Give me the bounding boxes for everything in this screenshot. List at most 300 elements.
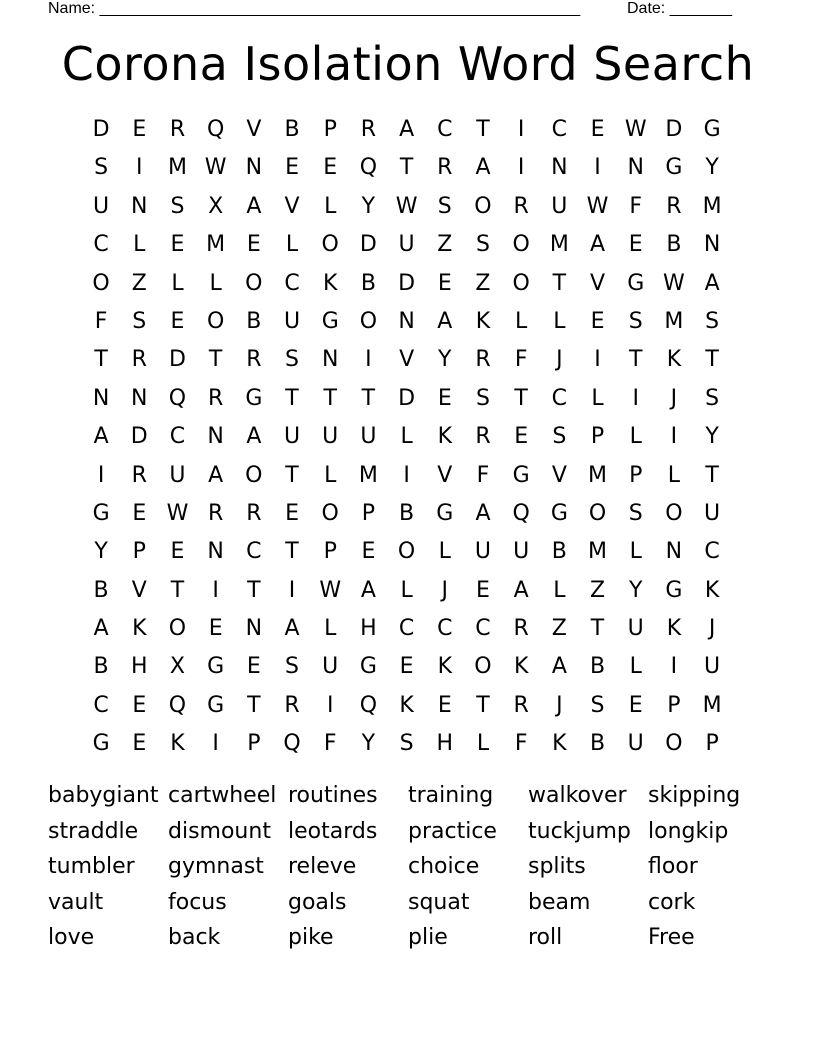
grid-letter: E bbox=[437, 385, 452, 411]
grid-letter: I bbox=[97, 462, 105, 488]
grid-letter: S bbox=[628, 500, 643, 526]
grid-letter: N bbox=[551, 155, 568, 181]
grid-letter: A bbox=[704, 270, 720, 296]
grid-letter: P bbox=[629, 462, 643, 488]
word-list-item: releve bbox=[288, 854, 357, 879]
grid-letter: V bbox=[551, 462, 567, 488]
grid-letter: O bbox=[206, 308, 225, 334]
word-list-item: skipping bbox=[648, 783, 741, 808]
grid-letter: G bbox=[665, 577, 683, 603]
grid-letter: A bbox=[399, 117, 415, 142]
grid-letter: M bbox=[167, 155, 187, 181]
grid-letter: W bbox=[166, 500, 189, 526]
grid-letter: G bbox=[550, 500, 568, 526]
grid-letter: U bbox=[360, 424, 377, 450]
word-list-item: babygiant bbox=[48, 783, 159, 808]
grid-letter: C bbox=[551, 117, 568, 142]
grid-letter: F bbox=[476, 462, 490, 488]
grid-letter: N bbox=[207, 539, 224, 565]
grid-letter: L bbox=[171, 270, 184, 296]
grid-letter: X bbox=[169, 654, 185, 680]
grid-letter: Q bbox=[206, 117, 225, 142]
grid-letter: K bbox=[666, 616, 682, 642]
grid-letter: W bbox=[319, 577, 342, 603]
grid-letter: G bbox=[92, 500, 110, 526]
grid-letter: K bbox=[170, 731, 185, 757]
grid-letter: Y bbox=[361, 193, 376, 219]
grid-letter: V bbox=[399, 347, 415, 373]
grid-letter: K bbox=[437, 654, 452, 680]
grid-letter: L bbox=[400, 577, 413, 603]
grid-letter: A bbox=[93, 616, 109, 642]
name-field-line: Name: ______________________________________________________ bbox=[48, 0, 581, 17]
grid-letter: U bbox=[474, 539, 492, 565]
grid-letter: R bbox=[360, 117, 377, 142]
grid-letter: F bbox=[323, 731, 337, 757]
grid-letter: T bbox=[476, 117, 490, 142]
grid-letter: R bbox=[131, 462, 147, 488]
grid-letter: J bbox=[708, 616, 716, 642]
grid-letter: L bbox=[133, 232, 146, 258]
grid-letter: A bbox=[475, 500, 491, 526]
grid-letter: V bbox=[590, 270, 606, 296]
word-list-item: gymnast bbox=[168, 854, 264, 879]
grid-letter: R bbox=[131, 347, 147, 373]
grid-letter: T bbox=[361, 385, 376, 411]
grid-letter: L bbox=[324, 616, 337, 642]
grid-letter: L bbox=[400, 424, 413, 450]
word-list-item: cork bbox=[648, 889, 696, 915]
grid-letter: C bbox=[551, 385, 568, 411]
word-list-item: leotards bbox=[288, 818, 378, 844]
grid-letter: Q bbox=[359, 692, 378, 718]
grid-letter: D bbox=[398, 385, 416, 411]
grid-letter: M bbox=[588, 539, 608, 565]
grid-letter: N bbox=[207, 424, 224, 450]
grid-letter: J bbox=[556, 692, 563, 718]
grid-letter: E bbox=[437, 270, 452, 296]
grid-letter: Z bbox=[131, 270, 147, 296]
grid-letter: C bbox=[284, 270, 300, 296]
grid-letter: P bbox=[323, 117, 337, 142]
grid-letter: T bbox=[628, 347, 643, 373]
word-list-item: splits bbox=[528, 854, 586, 879]
grid-letter: T bbox=[208, 347, 223, 373]
grid-letter: P bbox=[361, 500, 376, 526]
grid-letter: R bbox=[246, 347, 262, 373]
word-list bbox=[48, 778, 768, 956]
word-list-item: roll bbox=[528, 925, 563, 950]
word-list-item: vault bbox=[48, 889, 104, 915]
word-list-item: floor bbox=[648, 854, 698, 879]
word-list-item: goals bbox=[288, 889, 347, 915]
grid-letter: Z bbox=[589, 577, 606, 603]
grid-letter: E bbox=[132, 117, 147, 142]
grid-letter: Z bbox=[551, 616, 567, 642]
grid-letter: A bbox=[475, 155, 491, 181]
grid-letter: P bbox=[667, 692, 681, 718]
grid-letter: A bbox=[360, 577, 376, 603]
grid-letter: L bbox=[209, 270, 222, 296]
grid-letter: Q bbox=[512, 500, 530, 526]
grid-letter: F bbox=[94, 308, 108, 334]
grid-letter: I bbox=[594, 155, 601, 181]
grid-letter: S bbox=[170, 193, 185, 219]
grid-letter: B bbox=[93, 654, 109, 680]
word-list-item: cartwheel bbox=[168, 783, 277, 808]
grid-letter: A bbox=[208, 462, 224, 488]
grid-letter: P bbox=[590, 424, 605, 450]
grid-letter: R bbox=[475, 424, 491, 450]
grid-letter: C bbox=[704, 539, 720, 565]
grid-letter: B bbox=[93, 577, 109, 603]
grid-letter: L bbox=[515, 308, 528, 334]
grid-letter: E bbox=[361, 539, 376, 565]
grid-letter: I bbox=[670, 424, 678, 450]
grid-letter: E bbox=[514, 424, 529, 450]
grid-letter: L bbox=[667, 462, 681, 488]
grid-letter: B bbox=[589, 654, 606, 680]
grid-letter: K bbox=[132, 616, 147, 642]
grid-letter: G bbox=[321, 308, 339, 334]
grid-letter: O bbox=[474, 654, 492, 680]
grid-letter: P bbox=[132, 539, 146, 565]
grid-letter: U bbox=[283, 424, 301, 450]
grid-letter: L bbox=[629, 539, 642, 565]
grid-letter: I bbox=[517, 117, 525, 142]
grid-letter: T bbox=[323, 385, 337, 411]
grid-letter: S bbox=[705, 308, 720, 334]
grid-letter: F bbox=[514, 347, 528, 373]
grid-letter: E bbox=[437, 692, 452, 718]
grid-letter: T bbox=[705, 462, 719, 488]
grid-letter: T bbox=[285, 462, 299, 488]
grid-letter: T bbox=[399, 155, 414, 181]
grid-letter: U bbox=[627, 731, 644, 757]
grid-letter: G bbox=[207, 654, 225, 680]
grid-letter: J bbox=[441, 577, 449, 603]
grid-letter: U bbox=[513, 539, 530, 565]
grid-letter: Y bbox=[628, 577, 643, 603]
grid-letter: D bbox=[359, 232, 377, 258]
grid-letter: O bbox=[397, 539, 416, 565]
word-list-item: squat bbox=[408, 889, 470, 915]
grid-letter: I bbox=[136, 155, 143, 181]
grid-letter: E bbox=[628, 232, 643, 258]
grid-letter: E bbox=[399, 654, 414, 680]
grid-letter: G bbox=[245, 385, 263, 411]
grid-letter: S bbox=[285, 347, 300, 373]
grid-letter: E bbox=[246, 654, 261, 680]
grid-letter: L bbox=[438, 539, 451, 565]
grid-letter: B bbox=[589, 731, 606, 757]
grid-letter: K bbox=[666, 347, 682, 373]
grid-letter: F bbox=[514, 731, 528, 757]
word-list-item: back bbox=[168, 925, 221, 950]
grid-letter: W bbox=[395, 193, 418, 219]
grid-letter: S bbox=[705, 385, 720, 411]
grid-letter: I bbox=[594, 347, 601, 373]
grid-letter: G bbox=[665, 155, 683, 181]
grid-letter: P bbox=[323, 539, 337, 565]
grid-letter: C bbox=[246, 539, 262, 565]
grid-letter: E bbox=[590, 308, 605, 334]
grid-letter: T bbox=[247, 692, 261, 718]
grid-letter: I bbox=[365, 347, 372, 373]
grid-letter: B bbox=[666, 232, 682, 258]
grid-letter: U bbox=[93, 193, 110, 219]
grid-letter: K bbox=[704, 577, 720, 603]
grid-letter: I bbox=[403, 462, 410, 488]
grid-letter: E bbox=[132, 500, 147, 526]
grid-letter: G bbox=[436, 500, 454, 526]
grid-letter: O bbox=[588, 500, 607, 526]
grid-letter: I bbox=[517, 155, 525, 181]
grid-letter: P bbox=[247, 731, 261, 757]
grid-letter: U bbox=[398, 232, 415, 258]
grid-letter: S bbox=[628, 308, 643, 334]
grid-letter: M bbox=[358, 462, 378, 488]
grid-letter: O bbox=[512, 270, 530, 296]
grid-letter: I bbox=[212, 731, 219, 757]
grid-letter: M bbox=[702, 193, 722, 219]
grid-letter: O bbox=[168, 616, 187, 642]
grid-letter: U bbox=[283, 308, 301, 334]
grid-letter: E bbox=[285, 155, 299, 181]
grid-letter: S bbox=[94, 155, 109, 181]
word-list-item: straddle bbox=[48, 818, 139, 844]
grid-letter: M bbox=[588, 462, 608, 488]
grid-letter: Q bbox=[359, 155, 378, 181]
grid-letter: S bbox=[552, 424, 567, 450]
grid-letter: O bbox=[665, 500, 683, 526]
grid-letter: E bbox=[208, 616, 223, 642]
grid-letter: B bbox=[246, 308, 262, 334]
grid-letter: A bbox=[590, 232, 606, 258]
grid-letter: S bbox=[132, 308, 147, 334]
grid-letter: A bbox=[284, 616, 300, 642]
grid-letter: N bbox=[245, 155, 263, 181]
word-list-item: training bbox=[408, 783, 494, 808]
grid-letter: T bbox=[552, 270, 567, 296]
grid-letter: O bbox=[359, 308, 378, 334]
grid-letter: T bbox=[285, 385, 299, 411]
grid-letter: I bbox=[288, 577, 296, 603]
grid-letter: V bbox=[284, 193, 300, 219]
grid-letter: G bbox=[627, 270, 645, 296]
grid-letter: Y bbox=[94, 539, 108, 565]
grid-letter: Y bbox=[705, 155, 719, 181]
grid-letter: T bbox=[514, 385, 528, 411]
grid-letter: W bbox=[586, 193, 609, 219]
word-list-item: focus bbox=[168, 889, 227, 915]
grid-letter: O bbox=[245, 270, 263, 296]
grid-letter: V bbox=[246, 117, 262, 142]
word-list-item: routines bbox=[288, 783, 378, 808]
grid-letter: U bbox=[322, 424, 339, 450]
grid-letter: Q bbox=[168, 385, 187, 411]
grid-letter: N bbox=[131, 193, 148, 219]
grid-letter: E bbox=[285, 500, 299, 526]
grid-letter: C bbox=[398, 616, 415, 642]
grid-letter: R bbox=[284, 692, 300, 718]
grid-letter: R bbox=[208, 500, 224, 526]
grid-letter: T bbox=[285, 539, 299, 565]
grid-letter: O bbox=[321, 500, 339, 526]
grid-letter: L bbox=[324, 462, 337, 488]
grid-letter: T bbox=[705, 347, 719, 373]
grid-letter: U bbox=[551, 193, 568, 219]
grid-letter: E bbox=[323, 155, 338, 181]
grid-letter: U bbox=[704, 500, 721, 526]
grid-letter: U bbox=[169, 462, 186, 488]
grid-letter: K bbox=[552, 731, 567, 757]
grid-letter: S bbox=[285, 654, 300, 680]
grid-letter: N bbox=[245, 616, 263, 642]
grid-letter: C bbox=[169, 424, 186, 450]
grid-letter: N bbox=[398, 308, 415, 334]
grid-letter: K bbox=[399, 692, 414, 718]
grid-letter: E bbox=[246, 232, 261, 258]
grid-letter: O bbox=[512, 232, 530, 258]
grid-letter: R bbox=[666, 193, 682, 219]
grid-letter: L bbox=[553, 577, 566, 603]
grid-letter: G bbox=[207, 692, 225, 718]
grid-letter: E bbox=[590, 117, 605, 142]
grid-letter: L bbox=[476, 731, 490, 757]
grid-letter: O bbox=[665, 731, 683, 757]
word-list-item: walkover bbox=[528, 783, 627, 808]
grid-letter: T bbox=[247, 577, 261, 603]
word-list-item: tumbler bbox=[48, 854, 135, 879]
grid-letter: M bbox=[549, 232, 569, 258]
grid-letter: U bbox=[627, 616, 644, 642]
grid-letter: E bbox=[170, 539, 185, 565]
grid-letter: F bbox=[629, 193, 643, 219]
letter-grid bbox=[82, 111, 731, 764]
grid-letter: R bbox=[169, 117, 186, 142]
grid-letter: N bbox=[627, 155, 644, 181]
grid-letter: K bbox=[475, 308, 491, 334]
grid-letter: M bbox=[702, 692, 722, 718]
grid-letter: P bbox=[705, 731, 719, 757]
grid-letter: C bbox=[93, 692, 109, 718]
grid-letter: T bbox=[590, 616, 605, 642]
grid-letter: K bbox=[323, 270, 338, 296]
grid-letter: B bbox=[551, 539, 567, 565]
grid-letter: U bbox=[704, 654, 721, 680]
grid-letter: S bbox=[590, 692, 605, 718]
grid-letter: M bbox=[664, 308, 684, 334]
grid-letter: W bbox=[204, 155, 227, 181]
grid-letter: B bbox=[360, 270, 376, 296]
grid-letter: S bbox=[437, 193, 452, 219]
grid-letter: D bbox=[168, 347, 186, 373]
grid-letter: D bbox=[92, 117, 110, 142]
grid-letter: L bbox=[324, 193, 337, 219]
word-list-item: dismount bbox=[168, 818, 271, 844]
grid-letter: S bbox=[475, 385, 490, 411]
grid-letter: Y bbox=[438, 347, 452, 373]
grid-letter: N bbox=[665, 539, 683, 565]
grid-letter: N bbox=[321, 347, 339, 373]
grid-letter: E bbox=[628, 692, 643, 718]
grid-letter: R bbox=[513, 193, 529, 219]
grid-letter: J bbox=[556, 347, 563, 373]
grid-letter: R bbox=[208, 385, 224, 411]
grid-letter: G bbox=[92, 731, 110, 757]
grid-letter: Y bbox=[705, 424, 719, 450]
grid-letter: E bbox=[476, 577, 490, 603]
grid-letter: C bbox=[437, 616, 453, 642]
grid-letter: E bbox=[132, 731, 147, 757]
grid-letter: K bbox=[437, 424, 452, 450]
grid-letter: V bbox=[437, 462, 453, 488]
grid-letter: I bbox=[670, 654, 678, 680]
grid-letter: R bbox=[513, 692, 529, 718]
grid-letter: W bbox=[663, 270, 685, 296]
grid-letter: G bbox=[359, 654, 377, 680]
grid-letter: X bbox=[208, 193, 224, 219]
word-list-item: love bbox=[48, 925, 95, 950]
grid-letter: B bbox=[399, 500, 415, 526]
grid-letter: O bbox=[474, 193, 492, 219]
word-list-item: plie bbox=[408, 925, 448, 950]
grid-letter: Q bbox=[283, 731, 301, 757]
grid-letter: B bbox=[284, 117, 300, 142]
grid-letter: G bbox=[512, 462, 530, 488]
page-title: Corona Isolation Word Search bbox=[61, 37, 755, 91]
grid-letter: O bbox=[245, 462, 263, 488]
grid-letter: V bbox=[131, 577, 147, 603]
grid-letter: S bbox=[399, 731, 414, 757]
grid-letter: N bbox=[92, 385, 110, 411]
grid-letter: G bbox=[703, 117, 721, 142]
grid-letter: H bbox=[436, 731, 454, 757]
grid-letter: A bbox=[551, 654, 567, 680]
grid-letter: I bbox=[326, 692, 334, 718]
grid-letter: C bbox=[437, 117, 453, 142]
grid-letter: I bbox=[632, 385, 639, 411]
grid-letter: W bbox=[624, 117, 647, 142]
grid-letter: C bbox=[93, 232, 109, 258]
grid-letter: A bbox=[437, 308, 453, 334]
grid-letter: H bbox=[131, 654, 148, 680]
grid-letter: D bbox=[130, 424, 148, 450]
grid-letter: R bbox=[437, 155, 453, 181]
grid-letter: E bbox=[170, 308, 185, 334]
grid-letter: H bbox=[360, 616, 377, 642]
date-field-line: Date: _______ bbox=[627, 0, 732, 17]
grid-letter: N bbox=[703, 232, 721, 258]
grid-letter: E bbox=[132, 692, 147, 718]
word-list-item: longkip bbox=[648, 818, 729, 844]
grid-letter: C bbox=[475, 616, 491, 642]
word-list-item: choice bbox=[408, 854, 480, 879]
grid-letter: S bbox=[475, 232, 490, 258]
grid-letter: N bbox=[131, 385, 148, 411]
grid-letter: E bbox=[170, 232, 185, 258]
grid-letter: A bbox=[246, 424, 262, 450]
grid-letter: Z bbox=[475, 270, 491, 296]
grid-letter: R bbox=[246, 500, 262, 526]
grid-letter: O bbox=[321, 232, 339, 258]
grid-letter: M bbox=[206, 232, 226, 258]
grid-letter: U bbox=[322, 654, 339, 680]
grid-letter: L bbox=[553, 308, 566, 334]
grid-letter: A bbox=[93, 424, 109, 450]
grid-letter: Z bbox=[437, 232, 453, 258]
